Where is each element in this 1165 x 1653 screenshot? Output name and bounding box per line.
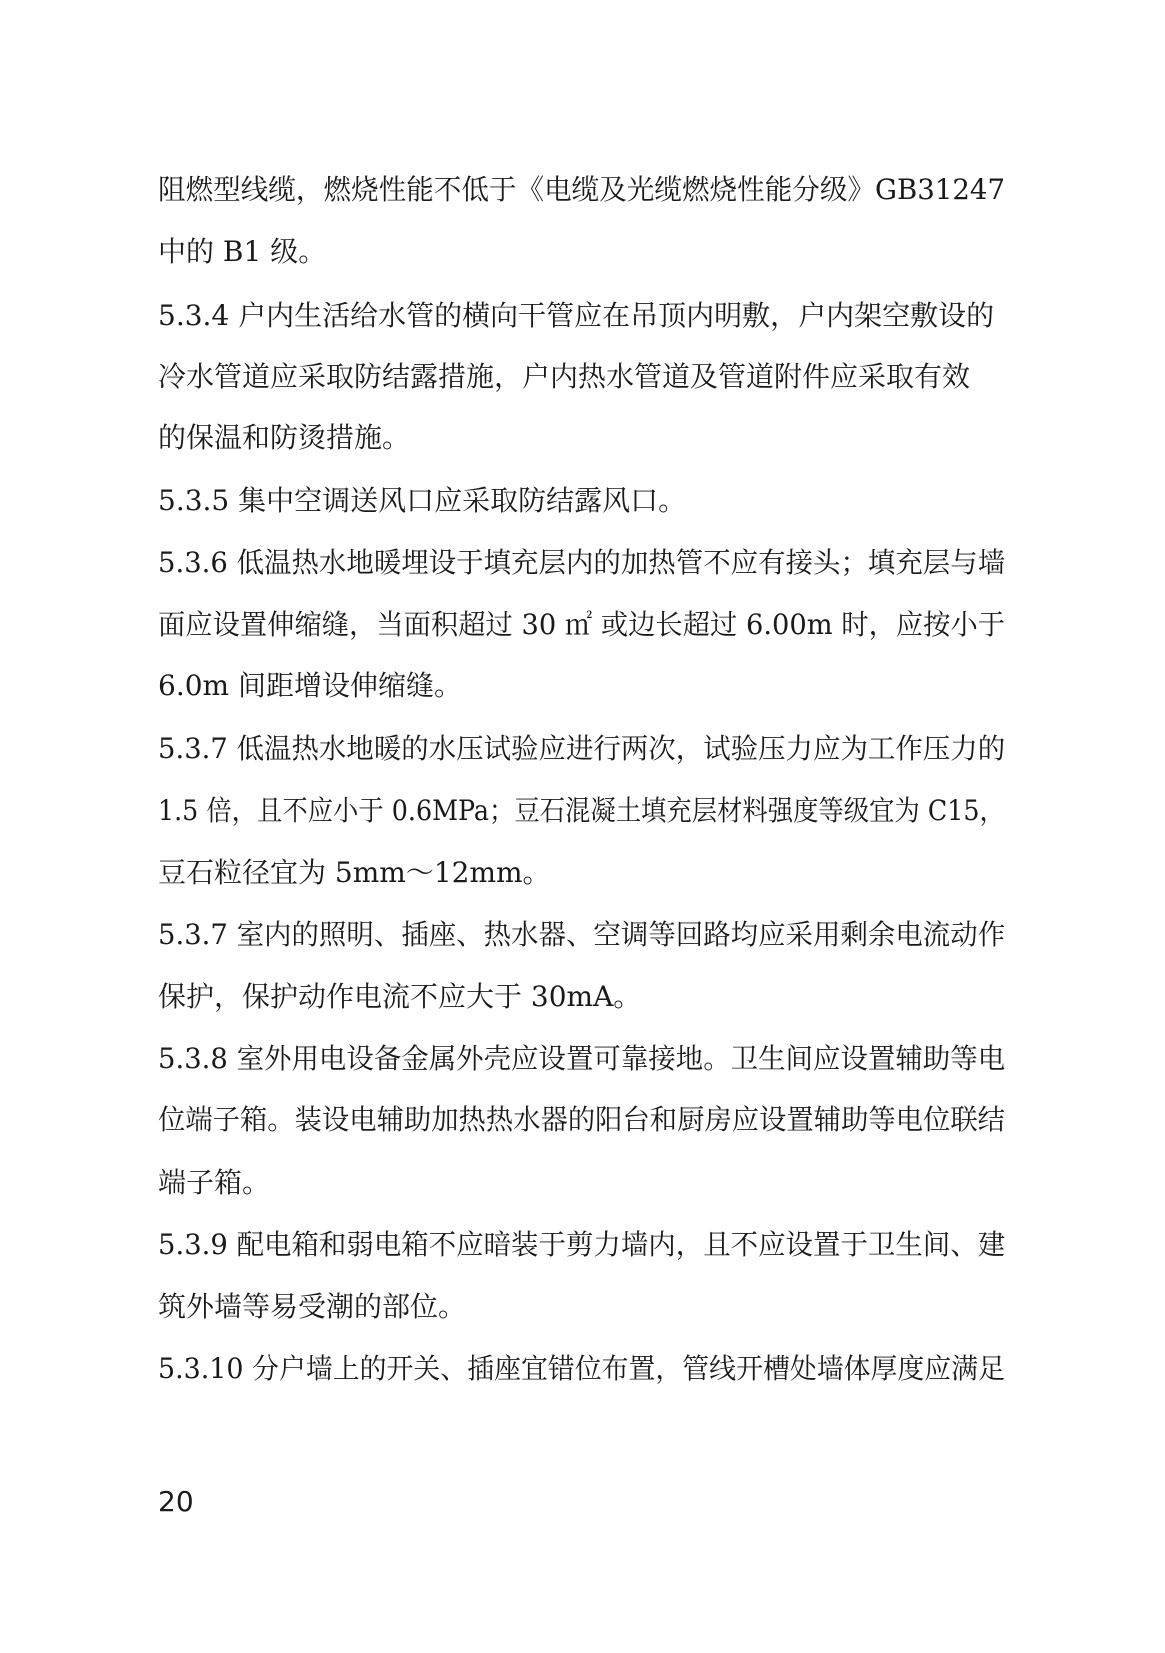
text-line: 的保温和防烫措施。 (158, 421, 411, 454)
text-line: 阻燃型线缆，燃烧性能不低于《电缆及光缆燃烧性能分级》GB31247 (158, 173, 1006, 206)
text-line: 5.3.7 室内的照明、插座、热水器、空调等回路均应采用剩余电流动作 (158, 918, 1006, 951)
text-line: 5.3.8 室外用电设备金属外壳应设置可靠接地。卫生间应设置辅助等电 (158, 1042, 1006, 1075)
text-line: 5.3.4 户内生活给水管的横向干管应在吊顶内明敷，户内架空敷设的 (158, 299, 995, 332)
page-number: 20 (158, 1485, 194, 1518)
text-line: 5.3.7 低温热水地暖的水压试验应进行两次，试验压力应为工作压力的 (158, 732, 1006, 765)
text-line: 5.3.9 配电箱和弱电箱不应暗装于剪力墙内，且不应设置于卫生间、建 (158, 1228, 1006, 1261)
text-line: 中的 B1 级。 (158, 235, 327, 268)
text-line: 1.5 倍，且不应小于 0.6MPa；豆石混凝土填充层材料强度等级宜为 C15， (158, 794, 1005, 827)
text-line: 6.0m 间距增设伸缩缝。 (158, 669, 462, 702)
text-line: 冷水管道应采取防结露措施，户内热水管道及管道附件应采取有效 (158, 360, 971, 393)
text-line: 豆石粒径宜为 5mm～12mm。 (158, 856, 551, 889)
text-line: 5.3.5 集中空调送风口应采取防结露风口。 (158, 484, 687, 517)
text-line: 保护，保护动作电流不应大于 30mA。 (158, 980, 642, 1013)
text-line: 位端子箱。装设电辅助加热热水器的阳台和厨房应设置辅助等电位联结 (158, 1103, 1006, 1136)
text-line: 面应设置伸缩缝，当面积超过 30 ㎡ 或边长超过 6.00m 时，应按小于 (158, 608, 1006, 641)
text-line: 5.3.10 分户墙上的开关、插座宜错位布置，管线开槽处墙体厚度应满足 (158, 1352, 1005, 1385)
text-line: 端子箱。 (158, 1166, 271, 1199)
text-line: 筑外墙等易受潮的部位。 (158, 1290, 467, 1323)
text-line: 5.3.6 低温热水地暖埋设于填充层内的加热管不应有接头；填充层与墙 (158, 546, 1006, 579)
